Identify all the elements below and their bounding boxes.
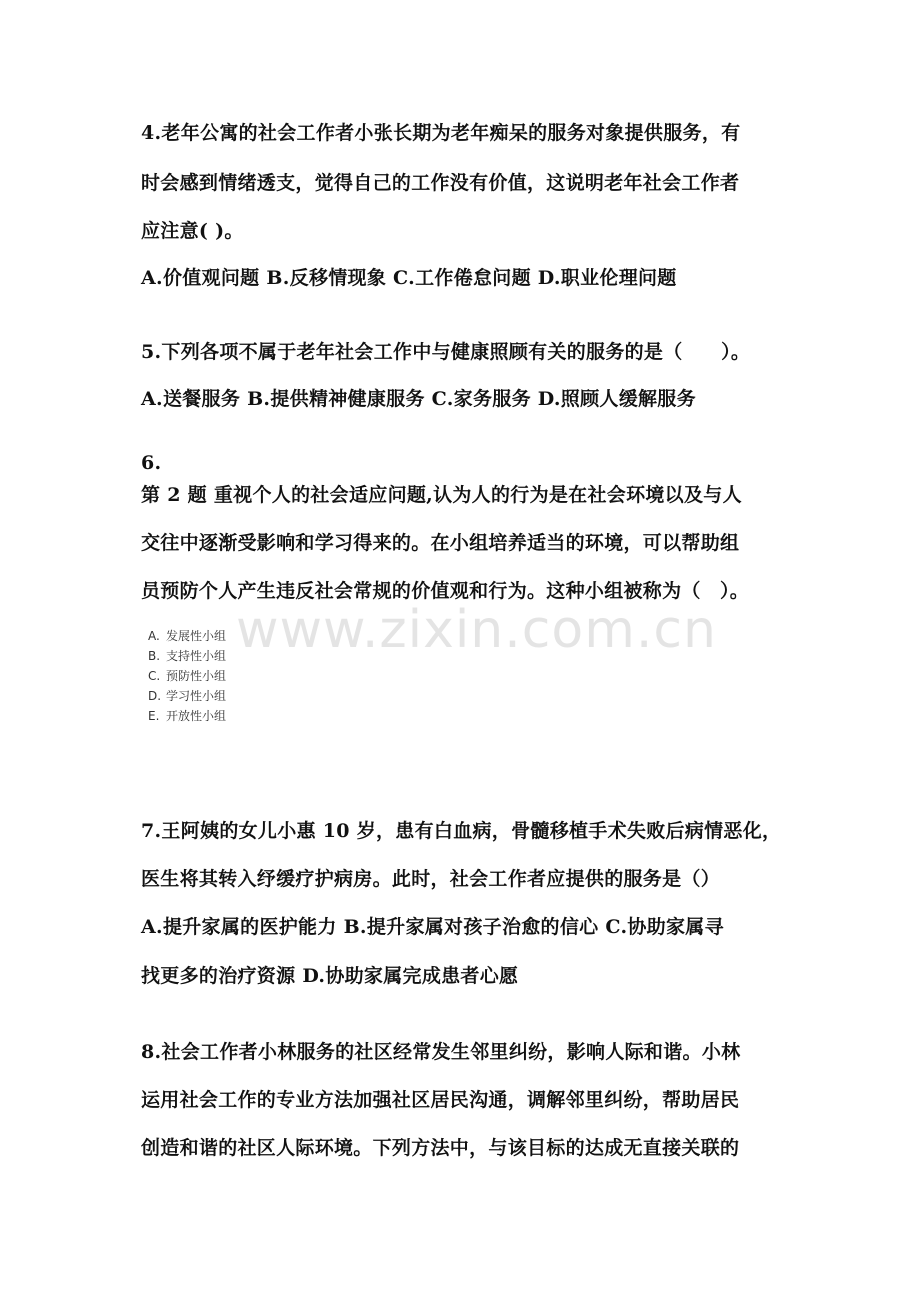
q8-line-2: 运用社会工作的专业方法加强社区居民沟通，调解邻里纠纷，帮助居民 bbox=[141, 1089, 740, 1111]
q6-stem-line-3: 员预防个人产生违反社会常规的价值观和行为。这种小组被称为（ ）。 bbox=[141, 580, 750, 602]
q4-stem-line-1: 4.老年公寓的社会工作者小张长期为老年痴呆的服务对象提供服务，有 bbox=[141, 122, 741, 144]
q6-option-c: C. 预防性小组 bbox=[148, 669, 227, 683]
q4-options: A.价值观问题 B.反移情现象 C.工作倦怠问题 D.职业伦理问题 bbox=[141, 267, 677, 289]
q6-option-a: A. 发展性小组 bbox=[148, 629, 227, 643]
q8-line-1: 8.社会工作者小林服务的社区经常发生邻里纠纷，影响人际和谐。小林 bbox=[141, 1041, 741, 1063]
q6-number: 6. bbox=[141, 452, 162, 474]
q6-option-b: B. 支持性小组 bbox=[148, 649, 227, 663]
q7-line-2: 医生将其转入纾缓疗护病房。此时，社会工作者应提供的服务是（） bbox=[141, 868, 721, 890]
q6-option-d: D. 学习性小组 bbox=[148, 689, 227, 703]
q5-stem: 5.下列各项不属于老年社会工作中与健康照顾有关的服务的是（ ）。 bbox=[141, 341, 751, 363]
q5-options: A.送餐服务 B.提供精神健康服务 C.家务服务 D.照顾人缓解服务 bbox=[141, 388, 696, 410]
q6-stem-line-2: 交往中逐渐受影响和学习得来的。在小组培养适当的环境，可以帮助组 bbox=[141, 532, 740, 554]
q7-line-3: A.提升家属的医护能力 B.提升家属对孩子治愈的信心 C.协助家属寻 bbox=[141, 916, 724, 938]
q8-line-3: 创造和谐的社区人际环境。下列方法中，与该目标的达成无直接关联的 bbox=[141, 1137, 740, 1159]
q7-line-1: 7.王阿姨的女儿小惠 10 岁，患有白血病，骨髓移植手术失败后病情恶化， bbox=[141, 820, 782, 842]
q4-stem-line-2: 时会感到情绪透支，觉得自己的工作没有价值，这说明老年社会工作者 bbox=[141, 172, 740, 194]
q4-stem-line-3: 应注意( )。 bbox=[141, 220, 244, 242]
q6-option-e: E. 开放性小组 bbox=[148, 709, 227, 723]
q6-stem-line-1: 第 2 题 重视个人的社会适应问题,认为人的行为是在社会环境以及与人 bbox=[141, 484, 742, 506]
q7-line-4: 找更多的治疗资源 D.协助家属完成患者心愿 bbox=[141, 965, 519, 987]
watermark: www.zixin.com.cn bbox=[236, 600, 717, 660]
